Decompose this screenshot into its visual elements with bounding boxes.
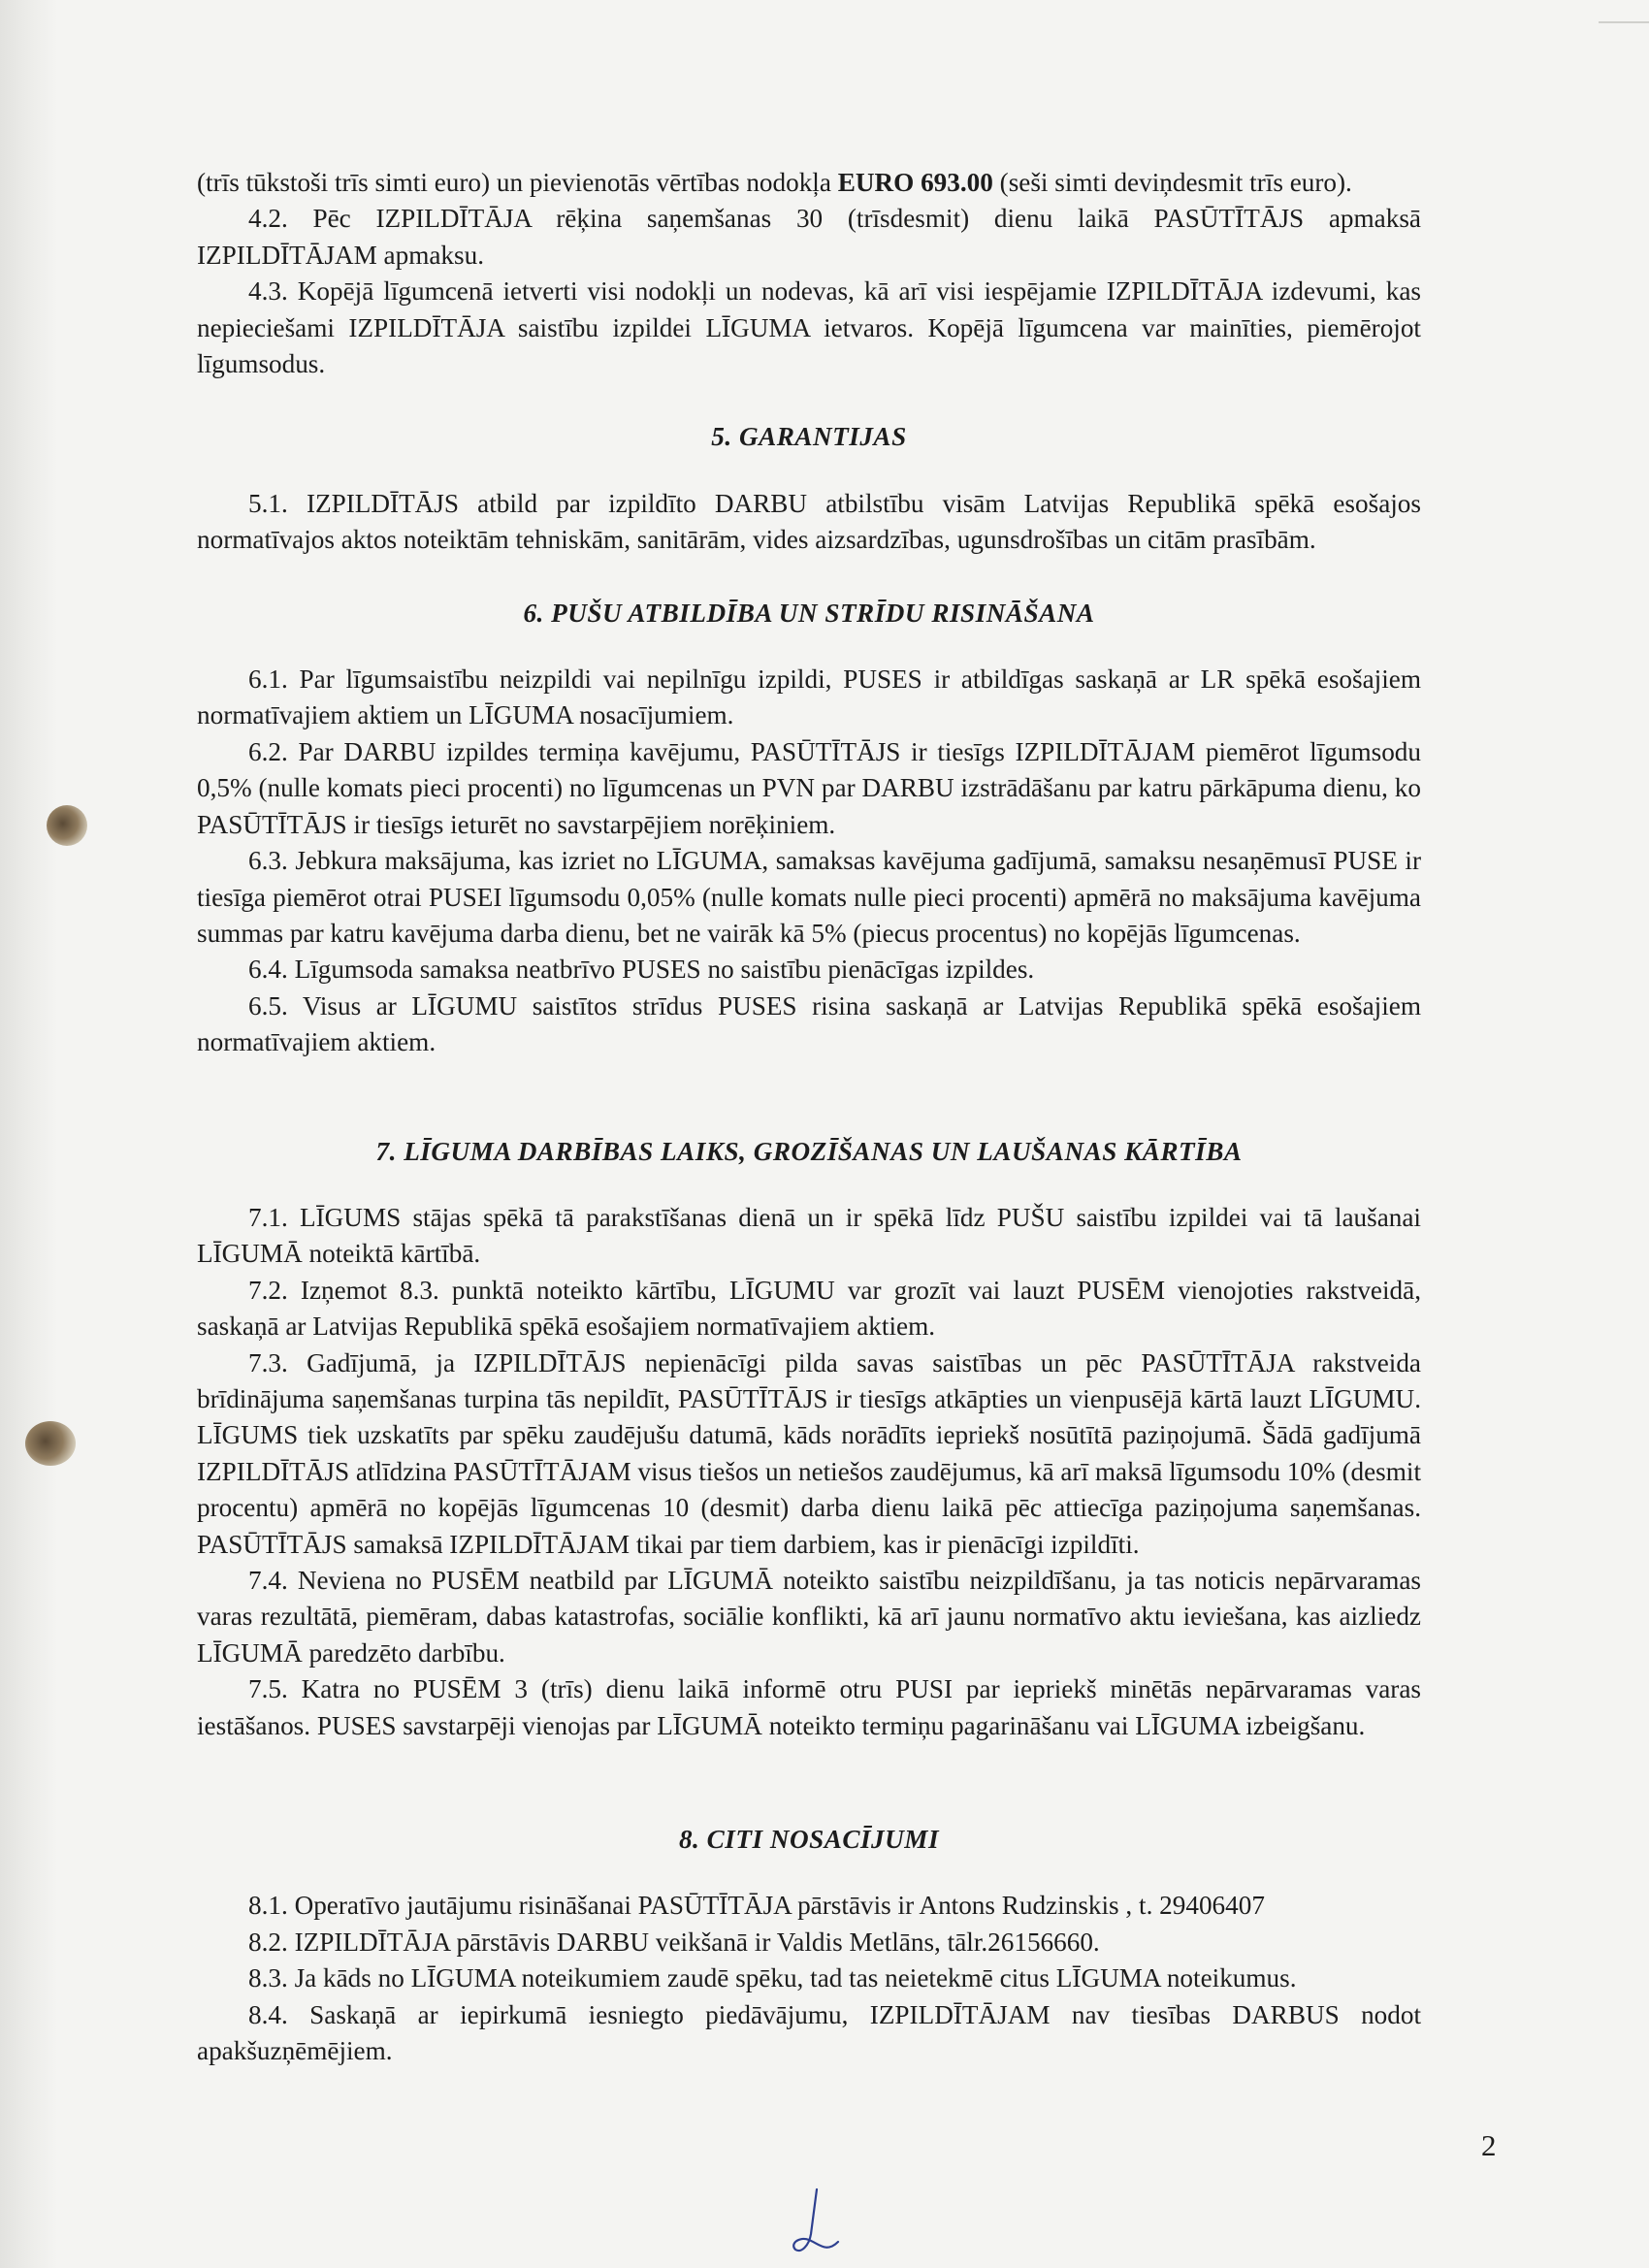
- clause-5-1: 5.1. IZPILDĪTĀJS atbild par izpildīto DARBU atbilstību visām Latvijas Republikā spēkā esošajos normatīvajos aktos noteiktām tehniskām, sanitārām, vides aizsardzības, ugunsdrošības un citām prasībām.: [197, 488, 1421, 555]
- clause-4-2: 4.2. Pēc IZPILDĪTĀJA rēķina saņemšanas 30 (trīsdesmit) dienu laikā PASŪTĪTĀJS apmaksā IZPILDĪTĀJAM apmaksu.: [197, 204, 1421, 270]
- clause-6-1: 6.1. Par līgumsaistību neizpildi vai nepilnīgu izpildi, PUSES ir atbildīgas saskaņā ar LR spēkā esošajiem normatīvajiem aktiem un LĪGUMA nosacījumiem.: [197, 664, 1421, 730]
- clause-6-2: 6.2. Par DARBU izpildes termiņa kavējumu, PASŪTĪTĀJS ir tiesīgs IZPILDĪTĀJAM piemērot līgumsodu 0,5% (nulle komats pieci procenti) no līgumcenas un PVN par DARBU izstrādāšanu par katru pārkāpuma dienu, ko PASŪTĪTĀJS ir tiesīgs ieturēt no savstarpējiem norēķiniem.: [197, 736, 1421, 839]
- clause-4-1-continuation: [197, 165, 1421, 201]
- clause-8-3: 8.3. Ja kāds no LĪGUMA noteikumiem zaudē spēku, tad tas neietekmē citus LĪGUMA noteikumus.: [248, 1963, 1297, 1993]
- clause-7-4: 7.4. Neviena no PUSĒM neatbild par LĪGUMĀ noteikto saistību neizpildīšanu, ja tas noticis nepārvaramas varas rezultātā, piemēram, dabas katastrofas, sociālie konflikti, kā arī jaunu normatīvo aktu ieviešana, kas aizliedz LĪGUMĀ paredzēto darbību.: [197, 1566, 1421, 1668]
- binder-hole-mark: [47, 805, 87, 846]
- section-heading-7: 7. LĪGUMA DARBĪBAS LAIKS, GROZĪŠANAS UN LAUŠANAS KĀRTĪBA: [375, 1136, 1243, 1166]
- initials-signature: [788, 2186, 846, 2263]
- section-heading-5: 5. GARANTIJAS: [711, 422, 907, 452]
- section-heading-6: 6. PUŠU ATBILDĪBA UN STRĪDU RISINĀŠANA: [523, 598, 1095, 628]
- binder-hole-mark: [25, 1421, 76, 1466]
- clause-7-2: 7.2. Izņemot 8.3. punktā noteikto kārtību, LĪGUMU var grozīt vai lauzt PUSĒM vienojoties rakstveidā, saskaņā ar Latvijas Republikā spēkā esošajiem normatīvajiem aktiem.: [197, 1275, 1421, 1342]
- clause-4-3: 4.3. Kopējā līgumcenā ietverti visi nodokļi un nodevas, kā arī visi iespējamie IZPILDĪTĀJA izdevumi, kas nepieciešami IZPILDĪTĀJA saistību izpildei LĪGUMA ietvaros. Kopējā līgumcena var mainīties, piemērojot līgumsodus.: [197, 276, 1421, 379]
- clause-8-2: 8.2. IZPILDĪTĀJA pārstāvis DARBU veikšanā ir Valdis Metlāns, tālr.26156660.: [248, 1927, 1100, 1957]
- vat-amount: EURO 693.00: [837, 168, 993, 197]
- clause-7-3: 7.3. Gadījumā, ja IZPILDĪTĀJS nepienācīgi pilda savas saistības un pēc PASŪTĪTĀJA rakstveida brīdinājuma saņemšanas turpina tās nepildīt, PASŪTĪTĀJS ir tiesīgs atkāpties un vienpusējā kārtā lauzt LĪGUMU. LĪGUMS tiek uzskatīts par spēku zaudējušu datumā, kāds norādīts iepriekš nosūtītā paziņojumā. Šādā gadījumā IZPILDĪTĀJS atlīdzina PASŪTĪTĀJAM visus tiešos un netiešos zaudējumus, kā arī maksā līgumsodu 10% (desmit procentu) apmērā no kopējās līgumcenas 10 (desmit) darba dienu laikā pēc attiecīga paziņojuma saņemšanas. PASŪTĪTĀJS samaksā IZPILDĪTĀJAM tikai par tiem darbiem, kas ir pienācīgi izpildīti.: [197, 1347, 1421, 1559]
- clause-6-5: 6.5. Visus ar LĪGUMU saistītos strīdus PUSES risina saskaņā ar Latvijas Republikā spēkā esošajiem normatīvajiem aktiem.: [197, 990, 1421, 1057]
- scan-shadow-edge: [0, 0, 58, 2268]
- clause-7-5: 7.5. Katra no PUSĒM 3 (trīs) dienu laikā informē otru PUSI par iepriekš minētās nepārvaramas varas iestāšanos. PUSES savstarpēji vienojas par LĪGUMĀ noteikto termiņu pagarināšanu vai LĪGUMA izbeigšanu.: [197, 1674, 1421, 1740]
- clause-8-1: 8.1. Operatīvo jautājumu risināšanai PASŪTĪTĀJA pārstāvis ir Antons Rudzinskis , t. 29406407: [248, 1891, 1265, 1921]
- document-page: [197, 165, 1421, 2069]
- scan-corner-mark: [1599, 21, 1649, 23]
- clause-8-4: 8.4. Saskaņā ar iepirkumā iesniegto piedāvājumu, IZPILDĪTĀJAM nav tiesības DARBUS nodot apakšuzņēmējiem.: [197, 1999, 1421, 2066]
- section-heading-8: 8. CITI NOSACĪJUMI: [678, 1825, 940, 1855]
- clause-6-3: 6.3. Jebkura maksājuma, kas izriet no LĪGUMA, samaksas kavējuma gadījumā, samaksu nesaņēmusī PUSE ir tiesīga piemērot otrai PUSEI līgumsodu 0,05% (nulle komats nulle pieci procenti) apmērā no maksājuma kavējuma summas par katru kavējuma darba dienu, bet ne vairāk kā 5% (piecus procentus) no kopējās līgumcenas.: [197, 846, 1421, 948]
- clause-7-1: 7.1. LĪGUMS stājas spēkā tā parakstīšanas dienā un ir spēkā līdz PUŠU saistību izpildei vai tā laušanai LĪGUMĀ noteiktā kārtībā.: [197, 1202, 1421, 1269]
- clause-text: (trīs tūkstoši trīs simti euro) un pievienotās vērtības nodokļa: [197, 168, 838, 197]
- clause-6-4: 6.4. Līgumsoda samaksa neatbrīvo PUSES no saistību pienācīgas izpildes.: [248, 955, 1035, 985]
- page-number: 2: [1481, 2128, 1497, 2162]
- clause-text: (seši simti deviņdesmit trīs euro).: [992, 168, 1352, 197]
